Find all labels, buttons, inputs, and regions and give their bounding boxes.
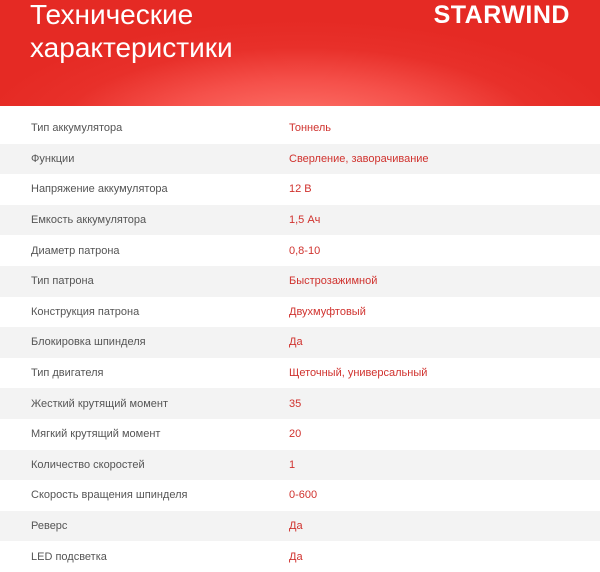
spec-value: Да <box>289 520 303 533</box>
spec-label: Мягкий крутящий момент <box>31 428 161 441</box>
spec-row <box>0 174 600 205</box>
spec-row <box>0 450 600 481</box>
spec-label: Тип патрона <box>31 275 94 288</box>
title-line-2: характеристики <box>30 32 233 63</box>
spec-label: Емкость аккумулятора <box>31 214 147 227</box>
spec-row <box>0 358 600 389</box>
spec-value: 1,5 Ач <box>289 214 321 227</box>
spec-label: Количество скоростей <box>31 458 145 471</box>
spec-row <box>0 541 600 572</box>
spec-row <box>0 266 600 297</box>
spec-row <box>0 205 600 236</box>
spec-row <box>0 297 600 328</box>
spec-row <box>0 144 600 175</box>
spec-value: 0-600 <box>289 489 318 502</box>
spec-row <box>0 419 600 450</box>
spec-row <box>0 511 600 542</box>
spec-label: Напряжение аккумулятора <box>31 183 168 196</box>
spec-value: Быстрозажимной <box>289 275 378 288</box>
title-line-1: Технические <box>30 0 194 30</box>
spec-value: Двухмуфтовый <box>289 305 366 318</box>
spec-value: 20 <box>289 428 302 441</box>
spec-value: 12 В <box>289 183 312 196</box>
spec-label: Конструкция патрона <box>31 305 140 318</box>
spec-value: Да <box>289 336 303 349</box>
spec-value: 1 <box>289 458 296 471</box>
spec-label: Жесткий крутящий момент <box>31 397 169 410</box>
spec-value: 0,8-10 <box>289 244 321 257</box>
spec-value: Да <box>289 550 303 563</box>
spec-row <box>0 113 600 144</box>
spec-label: Тип аккумулятора <box>31 122 123 135</box>
spec-row <box>0 388 600 419</box>
page-title <box>30 0 233 64</box>
spec-row <box>0 235 600 266</box>
spec-label: Функции <box>31 152 75 165</box>
spec-value: Тоннель <box>289 122 332 135</box>
spec-value: Сверление, заворачивание <box>289 152 429 165</box>
spec-label: Диаметр патрона <box>31 244 120 257</box>
spec-label: LED подсветка <box>31 550 107 563</box>
spec-row <box>0 480 600 511</box>
spec-row <box>0 327 600 358</box>
brand-logo: STARWIND <box>433 1 570 29</box>
spec-label: Реверс <box>31 520 68 533</box>
header-banner <box>0 0 600 106</box>
spec-label: Тип двигателя <box>31 367 104 380</box>
spec-label: Скорость вращения шпинделя <box>31 489 188 502</box>
spec-value: Щеточный, универсальный <box>289 367 428 380</box>
specs-table <box>0 106 600 572</box>
spec-value: 35 <box>289 397 302 410</box>
spec-label: Блокировка шпинделя <box>31 336 146 349</box>
